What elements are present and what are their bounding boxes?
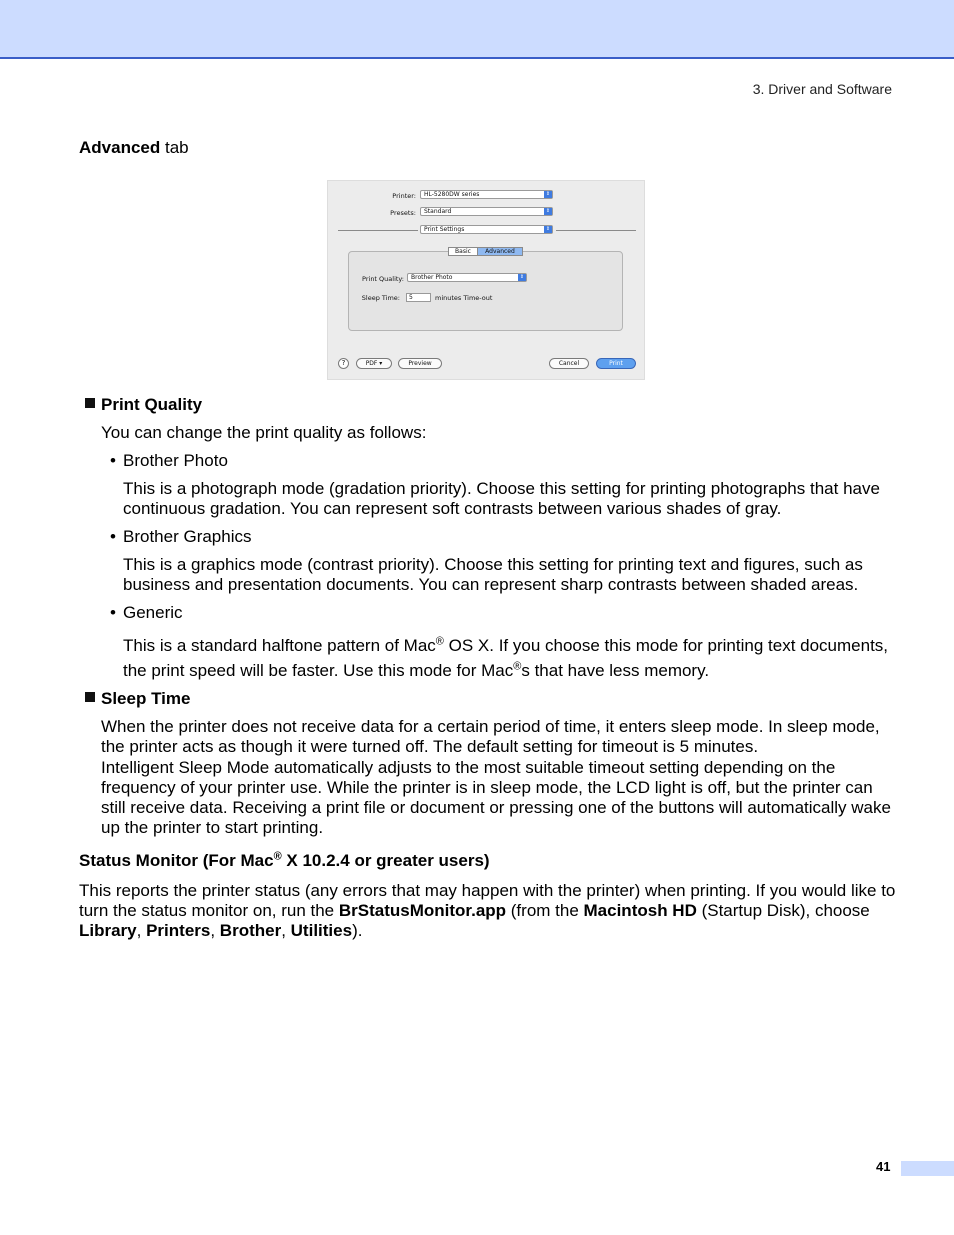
square-bullet-icon (85, 692, 95, 702)
printer-select[interactable]: HL-5280DW series ⇕ (420, 190, 553, 199)
print-button[interactable]: Print (596, 358, 636, 369)
tab-basic[interactable]: Basic (448, 247, 478, 256)
chevron-updown-icon: ⇕ (545, 191, 551, 197)
print-quality-select[interactable]: Brother Photo ⇕ (407, 273, 527, 282)
item-description: This is a standard halftone pattern of Mac® OS X. If you choose this mode for printing text documents, (123, 635, 889, 655)
page-number: 41 (876, 1159, 891, 1174)
section-title: Advanced tab (79, 138, 189, 157)
sleep-time-text: still receive data. Receiving a print file or document or pressing one of the buttons will automatically wake (101, 798, 891, 817)
sleep-time-text: up the printer to start printing. (101, 818, 324, 837)
settings-panel (348, 251, 623, 331)
chevron-updown-icon: ⇕ (519, 274, 525, 280)
divider (338, 230, 418, 231)
status-monitor-heading: Status Monitor (For Mac® X 10.2.4 or greater users) (79, 850, 490, 870)
sleep-time-text: frequency of your printer use. While the printer is in sleep mode, the LCD light is off, but the printer can (101, 778, 873, 797)
chapter-title: 3. Driver and Software (752, 81, 892, 97)
status-monitor-text: Library, Printers, Brother, Utilities). (79, 921, 363, 940)
item-name: Brother Photo (123, 451, 228, 470)
header-band (0, 0, 954, 59)
item-name: Brother Graphics (123, 527, 252, 546)
print-quality-label: Print Quality: (362, 275, 404, 283)
cancel-button[interactable]: Cancel (549, 358, 589, 369)
help-button[interactable]: ? (338, 358, 349, 369)
status-monitor-text: turn the status monitor on, run the BrStatusMonitor.app (from the Macintosh HD (Startup Disk), choose (79, 901, 870, 920)
bullet-dot: • (110, 603, 116, 622)
print-dialog-screenshot (327, 180, 645, 380)
item-description: the print speed will be faster. Use this mode for Mac®s that have less memory. (123, 660, 710, 680)
item-description: business and presentation documents. You can represent sharp contrasts between shaded areas. (123, 575, 859, 594)
item-description: This is a photograph mode (gradation priority). Choose this setting for printing photographs that have (123, 479, 880, 498)
status-monitor-text: This reports the printer status (any errors that may happen with the printer) when printing. If you would like to (79, 881, 896, 900)
preview-button[interactable]: Preview (398, 358, 442, 369)
presets-label: Presets: (390, 209, 416, 217)
chevron-updown-icon: ⇕ (545, 208, 551, 214)
printer-label: Printer: (392, 192, 416, 200)
sleep-time-text: the printer acts as though it were turned off. The default setting for timeout is 5 minutes. (101, 737, 759, 756)
bullet-dot: • (110, 527, 116, 546)
pdf-button[interactable]: PDF ▾ (356, 358, 392, 369)
print-quality-heading: Print Quality (101, 395, 203, 414)
sleep-time-text: When the printer does not receive data for a certain period of time, it enters sleep mode. In sleep mode, (101, 717, 880, 736)
item-name: Generic (123, 603, 183, 622)
divider (556, 230, 636, 231)
sleep-time-heading: Sleep Time (101, 689, 191, 708)
item-description: continuous gradation. You can represent soft contrasts between various shades of gray. (123, 499, 782, 518)
square-bullet-icon (85, 398, 95, 408)
bullet-dot: • (110, 451, 116, 470)
sleep-time-suffix: minutes Time-out (435, 294, 493, 302)
presets-select[interactable]: Standard ⇕ (420, 207, 553, 216)
footer-band (901, 1161, 954, 1176)
panel-select[interactable]: Print Settings ⇕ (420, 225, 553, 234)
chevron-updown-icon: ⇕ (545, 226, 551, 232)
sleep-time-input[interactable]: 5 (406, 293, 431, 302)
item-description: This is a graphics mode (contrast priority). Choose this setting for printing text and figures, such as (123, 555, 863, 574)
sleep-time-label: Sleep Time: (361, 294, 400, 302)
print-quality-intro: You can change the print quality as follows: (101, 423, 427, 442)
sleep-time-text: Intelligent Sleep Mode automatically adjusts to the most suitable timeout setting depending on the (101, 758, 836, 777)
tab-advanced[interactable]: Advanced (477, 247, 523, 256)
